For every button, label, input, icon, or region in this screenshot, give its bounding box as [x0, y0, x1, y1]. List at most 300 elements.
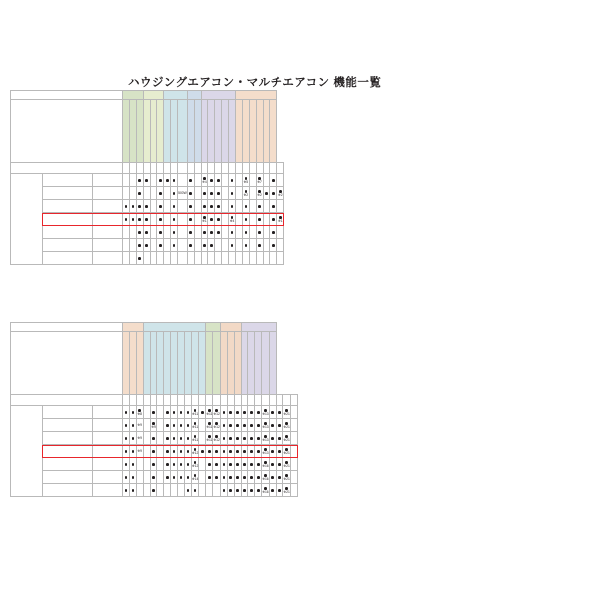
dot-mark — [278, 437, 281, 440]
cell-note: ※9 — [137, 448, 143, 453]
feature-cell — [136, 432, 143, 445]
spacer-cell — [171, 163, 178, 174]
dot-mark — [201, 450, 204, 453]
dot-mark — [272, 218, 275, 221]
dot-mark — [152, 437, 155, 440]
dot-mark — [217, 179, 220, 182]
row-category — [43, 239, 93, 252]
dot-mark — [229, 450, 232, 453]
feature-cell — [290, 432, 297, 445]
feature-cell — [150, 432, 157, 445]
feature-cell — [143, 187, 150, 200]
feature-cell — [220, 406, 227, 419]
cell-note: ※11 — [192, 425, 199, 430]
feature-cell — [164, 239, 171, 252]
feature-cell — [277, 213, 284, 226]
feature-cell — [178, 471, 185, 484]
dot-mark — [208, 450, 211, 453]
cell-note: ※2 — [277, 193, 283, 198]
column-caption — [255, 332, 262, 395]
dot-mark — [236, 437, 239, 440]
feature-cell — [171, 445, 178, 458]
dot-mark — [159, 179, 162, 182]
feature-cell — [277, 226, 284, 239]
dot-mark — [223, 463, 226, 466]
feature-cell — [136, 200, 143, 213]
dot-mark — [138, 192, 141, 195]
feature-cell — [150, 445, 157, 458]
spacer-cell — [129, 163, 136, 174]
feature-cell — [263, 213, 270, 226]
feature-cell — [185, 471, 192, 484]
dot-mark — [231, 244, 234, 247]
feature-cell — [277, 239, 284, 252]
feature-cell — [270, 187, 277, 200]
dot-mark — [229, 437, 232, 440]
series-header-row — [11, 163, 284, 174]
feature-cell — [150, 239, 157, 252]
dot-mark — [187, 476, 190, 479]
dot-mark — [125, 424, 128, 427]
dot-mark — [217, 192, 220, 195]
dot-mark — [243, 463, 246, 466]
feature-cell — [136, 187, 143, 200]
feature-cell — [262, 432, 269, 445]
dot-mark — [278, 450, 281, 453]
feature-cell — [136, 213, 143, 226]
dot-mark — [243, 489, 246, 492]
dot-mark — [187, 489, 190, 492]
feature-cell — [164, 484, 171, 497]
dot-mark — [271, 489, 274, 492]
feature-cell — [123, 458, 130, 471]
feature-cell — [213, 458, 220, 471]
dot-mark — [210, 192, 213, 195]
spacer-cell — [220, 395, 227, 406]
column-caption — [143, 100, 150, 163]
dot-mark — [132, 437, 135, 440]
feature-cell — [262, 484, 269, 497]
dot-mark — [173, 463, 176, 466]
row-category — [43, 406, 93, 419]
feature-cell — [171, 432, 178, 445]
feature-cell — [171, 200, 178, 213]
column-caption — [263, 100, 270, 163]
group-header — [164, 91, 187, 100]
group-header-row — [11, 91, 284, 100]
dot-mark — [125, 450, 128, 453]
dot-mark — [250, 476, 253, 479]
spacer-cell — [129, 395, 136, 406]
table-row — [11, 432, 298, 445]
feature-cell — [229, 174, 236, 187]
feature-cell — [290, 484, 297, 497]
dot-mark — [132, 424, 135, 427]
feature-cell — [185, 458, 192, 471]
feature-cell — [262, 458, 269, 471]
row-category — [43, 213, 93, 226]
feature-cell — [213, 432, 220, 445]
feature-cell — [256, 213, 263, 226]
feature-cell — [123, 239, 130, 252]
feature-cell — [123, 226, 130, 239]
feature-cell — [242, 187, 249, 200]
cell-note: ※21 — [283, 412, 290, 417]
cell-note: ※4 — [229, 219, 235, 224]
spacer-cell — [248, 395, 255, 406]
feature-cell — [283, 445, 290, 458]
column-caption — [270, 100, 277, 163]
feature-cell — [194, 187, 201, 200]
feature-cell — [178, 174, 188, 187]
feature-cell — [249, 239, 256, 252]
cell-note: ※13 — [262, 451, 269, 456]
dot-mark — [257, 411, 260, 414]
spacer-cell — [164, 163, 171, 174]
dot-mark — [166, 179, 169, 182]
feature-cell — [262, 419, 269, 432]
feature-cell — [201, 174, 208, 187]
table-row — [11, 458, 298, 471]
cell-note: ※21 — [283, 464, 290, 469]
feature-cell — [201, 213, 208, 226]
feature-cell — [129, 200, 136, 213]
row-series — [93, 239, 123, 252]
feature-cell — [262, 406, 269, 419]
cell-note: ※11 — [192, 412, 199, 417]
dot-mark — [257, 424, 260, 427]
housing-label — [11, 406, 43, 497]
feature-cell — [191, 471, 198, 484]
feature-cell — [150, 406, 157, 419]
feature-cell — [143, 239, 150, 252]
dot-mark — [250, 450, 253, 453]
feature-cell — [208, 213, 215, 226]
cell-note: ※1 — [277, 219, 283, 224]
feature-cell — [187, 226, 194, 239]
dot-mark — [166, 450, 169, 453]
spacer-cell — [143, 163, 150, 174]
feature-cell — [248, 419, 255, 432]
dot-mark — [229, 411, 232, 414]
dot-mark — [125, 437, 128, 440]
spacer-cell — [234, 395, 241, 406]
dot-mark — [173, 218, 176, 221]
column-caption — [187, 100, 194, 163]
group-header — [206, 323, 221, 332]
column-caption — [234, 332, 241, 395]
feature-cell — [206, 406, 213, 419]
dot-mark — [166, 437, 169, 440]
dot-mark — [272, 179, 275, 182]
feature-cell — [194, 174, 201, 187]
feature-cell — [208, 252, 215, 265]
feature-cell — [222, 174, 229, 187]
feature-cell — [199, 471, 206, 484]
spacer-cell — [143, 395, 150, 406]
feature-cell — [164, 471, 171, 484]
feature-cell — [143, 458, 150, 471]
dot-mark — [203, 205, 206, 208]
feature-cell — [276, 445, 283, 458]
feature-cell — [255, 406, 262, 419]
feature-cell — [269, 445, 276, 458]
feature-cell — [229, 226, 236, 239]
feature-cell — [164, 445, 171, 458]
dot-mark — [152, 450, 155, 453]
column-caption — [129, 100, 136, 163]
column-caption — [123, 332, 130, 395]
feature-cell — [199, 484, 206, 497]
dot-mark — [145, 205, 148, 208]
feature-cell — [191, 432, 198, 445]
dot-mark — [187, 424, 190, 427]
dot-mark — [231, 205, 234, 208]
feature-cell — [249, 252, 256, 265]
feature-cell — [208, 226, 215, 239]
dot-mark — [245, 231, 248, 234]
feature-cell — [234, 484, 241, 497]
group-header — [241, 323, 276, 332]
feature-cell — [241, 432, 248, 445]
feature-cell — [248, 484, 255, 497]
dot-mark — [229, 476, 232, 479]
spacer-cell — [199, 395, 206, 406]
feature-cell — [194, 213, 201, 226]
feature-cell — [129, 458, 136, 471]
feature-cell — [187, 174, 194, 187]
dot-mark — [145, 179, 148, 182]
group-header — [187, 91, 201, 100]
feature-cell — [157, 445, 164, 458]
dot-mark — [243, 424, 246, 427]
feature-cell — [222, 187, 229, 200]
feature-cell — [136, 445, 143, 458]
table-row — [11, 419, 298, 432]
feature-cell — [255, 458, 262, 471]
dot-mark — [250, 411, 253, 414]
feature-cell — [191, 484, 198, 497]
feature-cell — [263, 187, 270, 200]
dot-mark — [152, 411, 155, 414]
feature-cell — [129, 187, 136, 200]
feature-cell — [215, 252, 222, 265]
dot-mark — [166, 476, 169, 479]
feature-cell — [222, 213, 229, 226]
spacer-cell — [178, 163, 188, 174]
dot-mark — [132, 489, 135, 492]
dot-mark — [180, 463, 183, 466]
feature-cell — [227, 445, 234, 458]
table-row — [11, 445, 298, 458]
table-row — [11, 239, 284, 252]
feature-cell — [164, 200, 171, 213]
dot-mark — [271, 476, 274, 479]
feature-cell — [157, 458, 164, 471]
spacer-cell — [255, 395, 262, 406]
dot-mark — [215, 463, 218, 466]
table-row — [11, 406, 298, 419]
feature-cell — [283, 458, 290, 471]
spacer-cell — [191, 395, 198, 406]
feature-cell — [220, 484, 227, 497]
feature-cell — [164, 213, 171, 226]
column-caption-row — [11, 332, 298, 395]
feature-cell — [227, 484, 234, 497]
feature-cell — [269, 471, 276, 484]
dot-mark — [132, 411, 135, 414]
dot-mark — [173, 411, 176, 414]
feature-cell — [201, 226, 208, 239]
column-caption — [129, 332, 136, 395]
dot-mark — [217, 218, 220, 221]
feature-cell — [150, 226, 157, 239]
dot-mark — [166, 424, 169, 427]
feature-cell — [194, 226, 201, 239]
feature-cell — [123, 187, 130, 200]
dot-mark — [236, 463, 239, 466]
column-caption — [241, 332, 248, 395]
cell-note: ※21 — [283, 438, 290, 443]
dot-mark — [180, 450, 183, 453]
column-caption — [227, 332, 234, 395]
dot-mark — [257, 489, 260, 492]
table-row — [11, 484, 298, 497]
feature-cell — [143, 252, 150, 265]
feature-cell — [185, 432, 192, 445]
dot-mark — [125, 463, 128, 466]
column-caption — [235, 100, 242, 163]
dot-mark — [125, 205, 128, 208]
feature-cell — [263, 226, 270, 239]
dot-mark — [180, 411, 183, 414]
dot-mark — [132, 476, 135, 479]
spacer-cell — [123, 395, 130, 406]
feature-cell — [201, 200, 208, 213]
dot-mark — [278, 489, 281, 492]
feature-cell — [262, 471, 269, 484]
dot-mark — [271, 437, 274, 440]
dot-mark — [145, 231, 148, 234]
feature-cell — [241, 458, 248, 471]
dot-mark — [272, 192, 275, 195]
column-caption — [215, 100, 222, 163]
dot-mark — [173, 231, 176, 234]
group-header — [143, 91, 164, 100]
dot-mark — [138, 231, 141, 234]
feature-cell — [157, 471, 164, 484]
dot-mark — [223, 450, 226, 453]
feature-cell — [220, 471, 227, 484]
feature-table-1 — [10, 90, 284, 265]
dot-mark — [229, 489, 232, 492]
dot-mark — [173, 244, 176, 247]
feature-cell — [157, 432, 164, 445]
feature-cell — [187, 200, 194, 213]
feature-cell — [242, 226, 249, 239]
feature-cell — [277, 187, 284, 200]
feature-cell — [208, 174, 215, 187]
feature-cell — [248, 445, 255, 458]
table-row — [11, 226, 284, 239]
feature-cell — [270, 239, 277, 252]
spacer-cell — [164, 395, 171, 406]
feature-cell — [187, 239, 194, 252]
feature-cell — [185, 419, 192, 432]
feature-cell — [171, 187, 178, 200]
feature-cell — [242, 239, 249, 252]
dot-mark — [145, 244, 148, 247]
row-series — [93, 187, 123, 200]
dot-mark — [152, 476, 155, 479]
feature-cell — [276, 484, 283, 497]
feature-cell — [269, 432, 276, 445]
feature-cell — [171, 458, 178, 471]
column-caption — [150, 100, 157, 163]
column-caption — [220, 332, 227, 395]
column-caption — [164, 332, 171, 395]
feature-cell — [276, 458, 283, 471]
dot-mark — [223, 437, 226, 440]
feature-cell — [171, 471, 178, 484]
dot-mark — [243, 476, 246, 479]
feature-cell — [235, 252, 242, 265]
feature-cell — [143, 200, 150, 213]
column-caption — [164, 100, 171, 163]
cell-note: ※21 — [283, 425, 290, 430]
feature-cell — [171, 174, 178, 187]
feature-cell — [249, 200, 256, 213]
feature-cell — [220, 458, 227, 471]
feature-cell — [241, 445, 248, 458]
feature-cell — [143, 406, 150, 419]
cell-note: ※7 — [257, 180, 262, 185]
feature-cell — [157, 174, 164, 187]
dot-mark — [236, 489, 239, 492]
spacer-cell — [206, 395, 213, 406]
dot-mark — [187, 437, 190, 440]
feature-cell — [178, 445, 185, 458]
feature-cell — [276, 471, 283, 484]
feature-cell — [150, 174, 157, 187]
dot-mark — [243, 450, 246, 453]
column-caption — [171, 100, 178, 163]
dot-mark — [180, 476, 183, 479]
feature-cell — [222, 226, 229, 239]
dot-mark — [231, 192, 234, 195]
dot-mark — [132, 218, 135, 221]
feature-cell — [178, 484, 185, 497]
table-row — [11, 174, 284, 187]
feature-cell — [263, 239, 270, 252]
dot-mark — [187, 450, 190, 453]
feature-cell — [171, 484, 178, 497]
cell-note: ※11 — [206, 412, 213, 417]
dot-mark — [258, 244, 261, 247]
dot-mark — [236, 424, 239, 427]
feature-cell — [157, 406, 164, 419]
spacer-cell — [276, 395, 283, 406]
feature-cell — [234, 432, 241, 445]
feature-cell — [123, 484, 130, 497]
row-category — [43, 174, 93, 187]
dot-mark — [215, 450, 218, 453]
feature-cell — [178, 200, 188, 213]
series-label — [11, 163, 123, 174]
column-caption — [229, 100, 236, 163]
cell-note: ※12 — [191, 451, 199, 456]
spacer-cell — [194, 163, 201, 174]
